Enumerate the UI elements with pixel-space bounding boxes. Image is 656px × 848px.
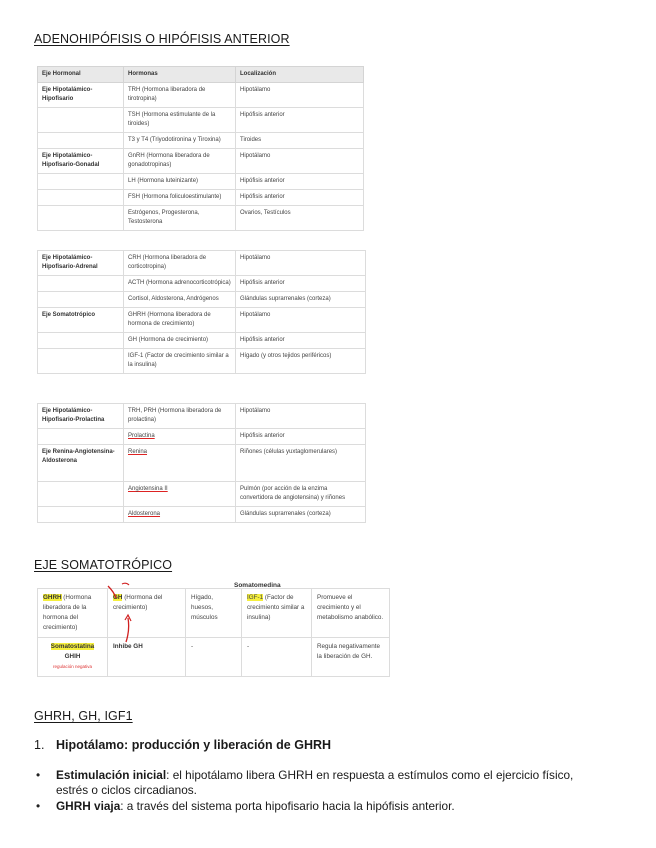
regulacion-note: regulación negativa (52, 664, 93, 669)
hormone-table-1 (37, 66, 364, 231)
cell-localizacion: Hipotálamo (236, 308, 366, 333)
arrow-bottom-icon (126, 618, 129, 642)
cell-localizacion: Hipófisis anterior (236, 108, 364, 133)
cell-hormona: IGF-1 (Factor de crecimiento similar a la insulina) (124, 349, 236, 374)
cell-eje (38, 108, 124, 133)
table-row (38, 308, 366, 333)
arrow-hook-icon (122, 583, 129, 585)
cell-regula: Regula negativamente la liberación de GH. (312, 638, 390, 677)
section-title-eje-somatotropico: EJE SOMATOTRÓPICO (34, 558, 173, 572)
cell-hormona: Angiotensina II (124, 482, 236, 507)
cell-hormona: Cortisol, Aldosterona, Andrógenos (124, 292, 236, 308)
igf1-highlight: IGF-1 (247, 594, 264, 601)
table-row (38, 133, 364, 149)
table-row (38, 482, 366, 507)
cell-hormona: T3 y T4 (Triyodotironina y Tiroxina) (124, 133, 236, 149)
cell-hormona: Renina (124, 445, 236, 482)
table-row (38, 445, 366, 482)
cell-eje (38, 429, 124, 445)
table-row (38, 589, 390, 638)
cell-dash: - (242, 638, 312, 677)
cell-localizacion: Glándulas suprarrenales (corteza) (236, 507, 366, 523)
cell-localizacion: Hipotálamo (236, 83, 364, 108)
table-row (38, 404, 366, 429)
table-row (38, 83, 364, 108)
header-eje: Eje Hormonal (38, 67, 124, 83)
header-localizacion: Localización (236, 67, 364, 83)
table-row (38, 206, 364, 231)
somatomedina-label: Somatomedina (234, 582, 281, 589)
cell-inhibe: Inhibe GH (108, 638, 186, 677)
cell-hormona: TRH, PRH (Hormona liberadora de prolactina) (124, 404, 236, 429)
table-row (38, 149, 364, 174)
cell-eje (38, 276, 124, 292)
table-row (38, 638, 390, 677)
cell-localizacion: Hipófisis anterior (236, 174, 364, 190)
cell-hormona: CRH (Hormona liberadora de corticotropina) (124, 251, 236, 276)
cell-eje: Eje Hipotalámico-Hipofisario (38, 83, 124, 108)
cell-ghrh (38, 589, 108, 638)
section-title-ghrh-gh-igf1: GHRH, GH, IGF1 (34, 709, 133, 723)
cell-target: Hígado, huesos, músculos (186, 589, 242, 638)
cell-localizacion: Hipófisis anterior (236, 429, 366, 445)
section-title-adenohipofisis: ADENOHIPÓFISIS O HIPÓFISIS ANTERIOR (34, 32, 290, 46)
cell-eje (38, 482, 124, 507)
igf1-desc: (Factor de crecimiento similar a insulina) (247, 594, 305, 621)
table-row (38, 333, 366, 349)
cell-localizacion: Hipotálamo (236, 149, 364, 174)
cell-hormona: Prolactina (124, 429, 236, 445)
table-row (38, 190, 364, 206)
cell-eje: Eje Somatotrópico (38, 308, 124, 333)
cell-eje: Eje Hipotalámico-Hipofisario-Prolactina (38, 404, 124, 429)
cell-localizacion: Riñones (células yuxtaglomerulares) (236, 445, 366, 482)
cell-eje (38, 174, 124, 190)
cell-hormona: GH (Hormona de crecimiento) (124, 333, 236, 349)
cell-eje (38, 507, 124, 523)
bullet-1-rest: : el hipotálamo libera GHRH en respuesta a estímulos como el ejercicio físico, estrés o ciclos circadianos. (56, 768, 574, 797)
bullet-2-bold: GHRH viaja (56, 799, 121, 813)
table-row (38, 349, 366, 374)
hormone-table-3 (37, 403, 366, 523)
cell-localizacion: Hipófisis anterior (236, 276, 366, 292)
table-row (38, 507, 366, 523)
cell-dash: - (186, 638, 242, 677)
cell-hormona: TRH (Hormona liberadora de tirotropina) (124, 83, 236, 108)
somatostatina-highlight: Somatostatina (50, 643, 95, 650)
cell-localizacion: Tiroides (236, 133, 364, 149)
cell-hormona: TSH (Hormona estimulante de la tiroides) (124, 108, 236, 133)
cell-localizacion: Ovarios, Testículos (236, 206, 364, 231)
cell-eje: Eje Renina-Angiotensina-Aldosterona (38, 445, 124, 482)
arrow-top-icon (108, 586, 116, 598)
cell-eje: Eje Hipotalámico-Hipofisario-Adrenal (38, 251, 124, 276)
cell-igf1 (242, 589, 312, 638)
table-row (38, 108, 364, 133)
header-hormonas: Hormonas (124, 67, 236, 83)
cell-localizacion: Pulmón (por acción de la enzima convertidora de angiotensina) y riñones (236, 482, 366, 507)
somatotropic-table (37, 588, 390, 677)
cell-localizacion: Hipotálamo (236, 404, 366, 429)
bullet-icon: • (36, 799, 41, 813)
cell-hormona: GHRH (Hormona liberadora de hormona de crecimiento) (124, 308, 236, 333)
ghih-label: GHIH (64, 653, 81, 660)
table-row (38, 251, 366, 276)
cell-eje (38, 206, 124, 231)
gh-desc: (Hormona del crecimiento) (113, 594, 163, 611)
cell-eje (38, 292, 124, 308)
ghrh-desc: (Hormona liberadora de la hormona del crecimiento) (43, 594, 92, 631)
cell-hormona: ACTH (Hormona adrenocorticotrópica) (124, 276, 236, 292)
cell-hormona: Aldosterona (124, 507, 236, 523)
cell-hormona: Estrógenos, Progesterona, Testosterona (124, 206, 236, 231)
cell-localizacion: Hipotálamo (236, 251, 366, 276)
bullet-2-rest: : a través del sistema porta hipofisario hacia la hipófisis anterior. (120, 799, 455, 813)
cell-hormona: FSH (Hormona foliculoestimulante) (124, 190, 236, 206)
cell-localizacion: Hipófisis anterior (236, 190, 364, 206)
cell-localizacion: Hipófisis anterior (236, 333, 366, 349)
bullet-1-bold: Estimulación inicial (56, 768, 167, 782)
table-row (38, 276, 366, 292)
cell-effect: Promueve el crecimiento y el metabolismo anabólico. (312, 589, 390, 638)
bullet-text-1 (56, 768, 596, 798)
cell-eje (38, 349, 124, 374)
ghrh-highlight: GHRH (43, 594, 62, 601)
cell-localizacion: Glándulas suprarrenales (corteza) (236, 292, 366, 308)
cell-eje (38, 333, 124, 349)
table-row (38, 429, 366, 445)
table-row (38, 292, 366, 308)
cell-hormona: LH (Hormona luteinizante) (124, 174, 236, 190)
hormone-table-2 (37, 250, 366, 374)
list-number-1: 1. (34, 738, 45, 752)
cell-eje (38, 190, 124, 206)
table-row (38, 174, 364, 190)
list-heading-1: Hipotálamo: producción y liberación de GHRH (56, 738, 332, 752)
cell-somatostatina (38, 638, 108, 677)
bullet-icon: • (36, 768, 41, 782)
gh-highlight: GH (113, 594, 123, 601)
cell-eje (38, 133, 124, 149)
red-arrow-annotations (100, 580, 140, 646)
cell-eje: Eje Hipotalámico-Hipofisario-Gonadal (38, 149, 124, 174)
cell-hormona: GnRH (Hormona liberadora de gonadotropinas) (124, 149, 236, 174)
cell-localizacion: Hígado (y otros tejidos periféricos) (236, 349, 366, 374)
bullet-text-2 (56, 799, 596, 814)
table-header-row (38, 67, 364, 83)
